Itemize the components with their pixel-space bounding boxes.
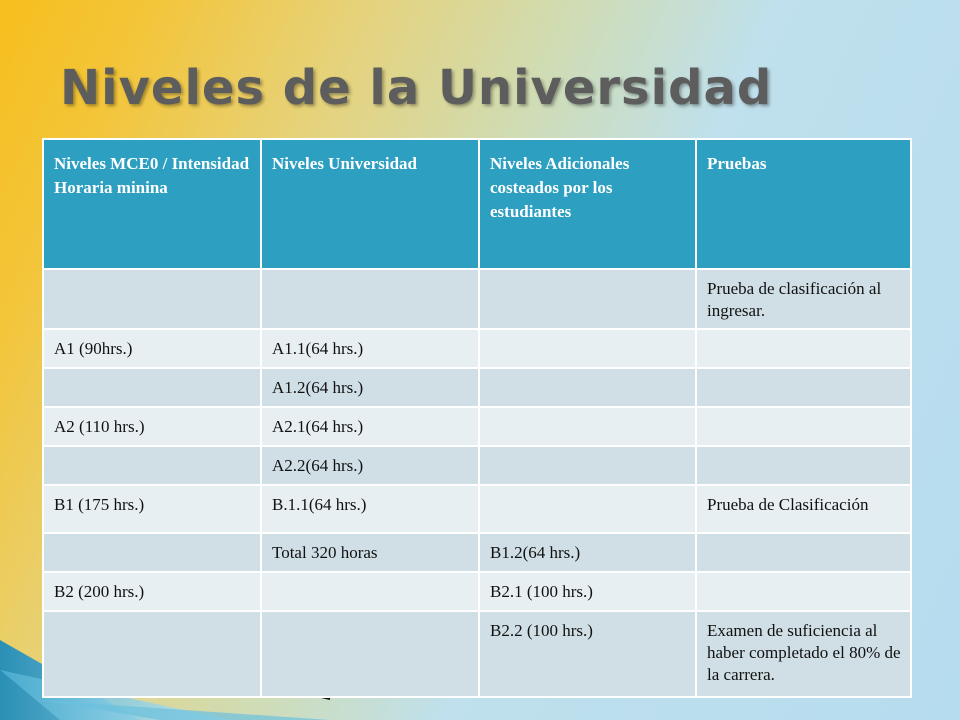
table-cell (479, 485, 696, 533)
table-cell (261, 269, 479, 329)
table-cell: B1 (175 hrs.) (43, 485, 261, 533)
table-cell (43, 368, 261, 407)
table-row (43, 329, 911, 368)
header-niveles-mce0: Niveles MCE0 / Intensidad Horaria minina (43, 139, 261, 269)
table-cell: A1.1(64 hrs.) (261, 329, 479, 368)
slide-title: Niveles de la Universidad (60, 60, 773, 116)
table-row (43, 485, 911, 533)
table-cell (479, 329, 696, 368)
table-cell: B2.1 (100 hrs.) (479, 572, 696, 611)
table-cell-note: Prueba de clasificación al ingresar. (696, 269, 911, 329)
table-cell: A2.1(64 hrs.) (261, 407, 479, 446)
table-cell (696, 407, 911, 446)
table-cell-note: Prueba de Clasificación (696, 485, 911, 533)
table-row (43, 407, 911, 446)
table-cell (479, 368, 696, 407)
table-cell: A1 (90hrs.) (43, 329, 261, 368)
levels-table (42, 138, 912, 698)
table-row (43, 572, 911, 611)
table-cell (696, 329, 911, 368)
table-cell (43, 611, 261, 697)
table-row (43, 368, 911, 407)
table-cell (43, 446, 261, 485)
table-cell (479, 446, 696, 485)
table-cell (261, 611, 479, 697)
table-cell (479, 269, 696, 329)
table-cell (261, 572, 479, 611)
table-cell: A2 (110 hrs.) (43, 407, 261, 446)
table-cell (43, 269, 261, 329)
table-cell: A1.2(64 hrs.) (261, 368, 479, 407)
table-row (43, 611, 911, 697)
table-cell (696, 533, 911, 572)
table-cell: B2.2 (100 hrs.) (479, 611, 696, 697)
table-cell (696, 368, 911, 407)
table-cell (696, 572, 911, 611)
table-cell: B2 (200 hrs.) (43, 572, 261, 611)
table-cell: Total 320 horas (261, 533, 479, 572)
table-header-row (43, 139, 911, 269)
table-cell: B.1.1(64 hrs.) (261, 485, 479, 533)
table-cell-note: Examen de suficiencia al haber completado el 80% de la carrera. (696, 611, 911, 697)
table-row (43, 533, 911, 572)
header-niveles-universidad: Niveles Universidad (261, 139, 479, 269)
table-cell: A2.2(64 hrs.) (261, 446, 479, 485)
table-cell (43, 533, 261, 572)
table-cell: B1.2(64 hrs.) (479, 533, 696, 572)
header-pruebas: Pruebas (696, 139, 911, 269)
table-cell (479, 407, 696, 446)
table-row (43, 269, 911, 329)
table-cell (696, 446, 911, 485)
table-row (43, 446, 911, 485)
header-niveles-adicionales: Niveles Adicionales costeados por los estudiantes (479, 139, 696, 269)
